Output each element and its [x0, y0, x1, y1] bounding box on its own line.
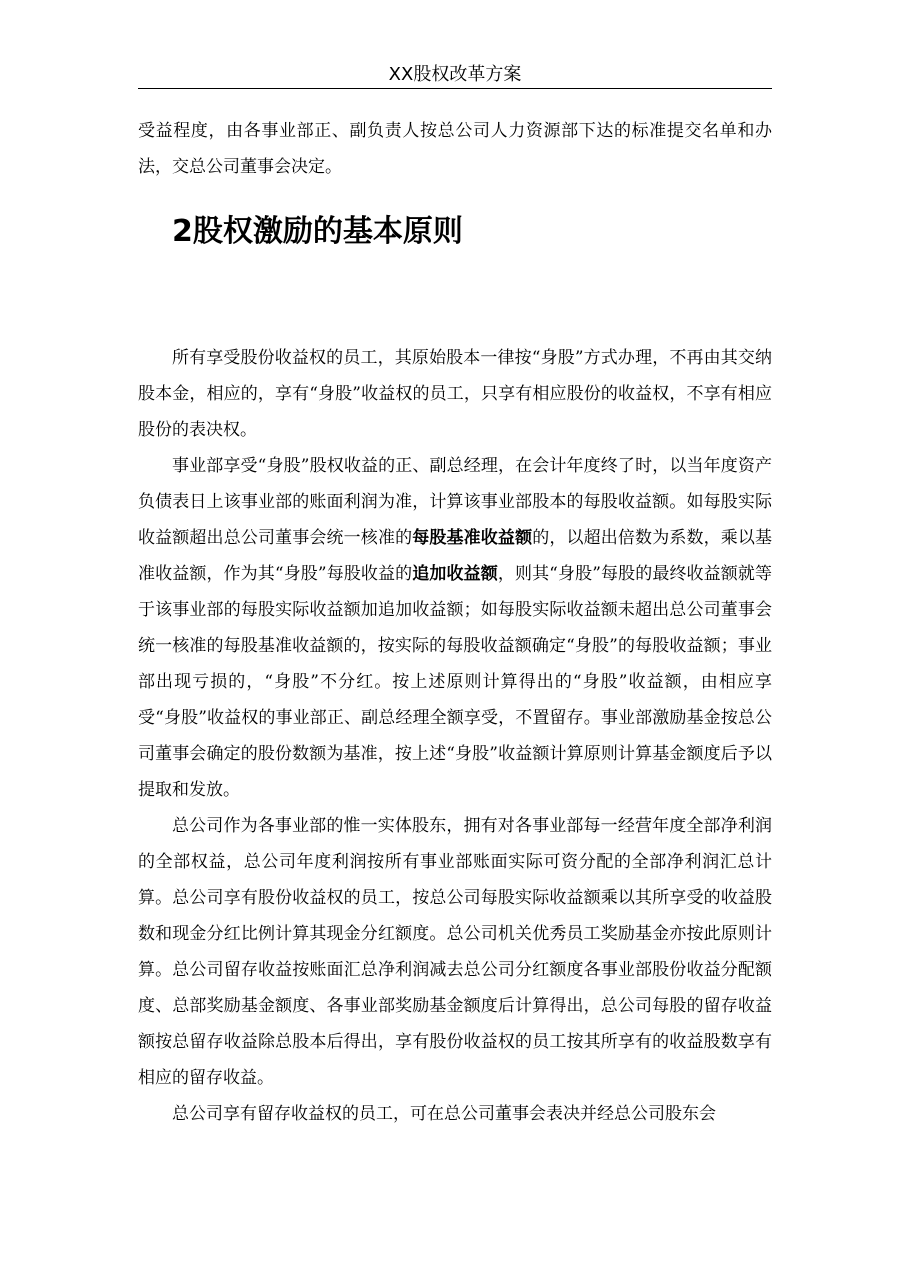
bold-term-additional-earnings: 追加收益额	[412, 564, 498, 584]
section-heading: 2股权激励的基本原则	[172, 214, 463, 249]
paragraph-4: 总公司享有留存收益权的员工，可在总公司董事会表决并经总公司股东会	[172, 1104, 716, 1124]
page-header	[138, 62, 772, 89]
paragraph-2-text-2: 的，以超出倍数为系数，乘以基准收益额，作为其“身股”每股收益的	[138, 528, 773, 584]
paragraph-2-text-1: 事业部享受“身股”股权收益的正、副总经理，在会计年度终了时，以当年度资产负债表日上该事业部的账面利润为准，计算该事业部股本的每股收益额。如每股实际收益额超出总公司董事会统一核准的	[138, 456, 772, 548]
paragraph-1: 所有享受股份收益权的员工，其原始股本一律按“身股”方式办理，不再由其交纳股本金，相应的，享有“身股”收益权的员工，只享有相应股份的收益权，不享有相应股份的表决权。	[138, 348, 772, 440]
paragraph-2	[138, 448, 772, 808]
document-title: XX股权改革方案	[388, 64, 522, 85]
bold-term-base-earnings: 每股基准收益额	[412, 528, 533, 548]
paragraph-3: 总公司作为各事业部的惟一实体股东，拥有对各事业部每一经营年度全部净利润的全部权益，总公司年度利润按所有事业部账面实际可资分配的全部净利润汇总计算。总公司享有股份收益权的员工，按总公司每股实际收益额乘以其所享受的收益股数和现金分红比例计算其现金分红额度。总公司机关优秀员工奖励基金亦按此原则计算。总公司留存收益按账面汇总净利润减去总公司分红额度各事业部股份收益分配额度、总部奖励基金额度、各事业部奖励基金额度后计算得出，总公司每股的留存收益额按总留存收益除总股本后得出，享有股份收益权的员工按其所享有的收益股数享有相应的留存收益。	[138, 816, 772, 1088]
paragraph-2-text-3: ，则其“身股”每股的最终收益额就等于该事业部的每股实际收益额加追加收益额；如每股实际收益额未超出总公司董事会统一核准的每股基准收益额的，按实际的每股收益额确定“身股”的每股收益额；事业部出现亏损的，“身股”不分红。按上述原则计算得出的“身股”收益额，由相应享受“身股”收益权的事业部正、副总经理全额享受，不置留存。事业部激励基金按总公司董事会确定的股份数额为基准，按上述“身股”收益额计算原则计算基金额度后予以提取和发放。	[138, 564, 773, 800]
document-body	[138, 113, 772, 1132]
intro-paragraph: 受益程度，由各事业部正、副负责人按总公司人力资源部下达的标准提交名单和办法，交总公司董事会决定。	[138, 121, 772, 177]
